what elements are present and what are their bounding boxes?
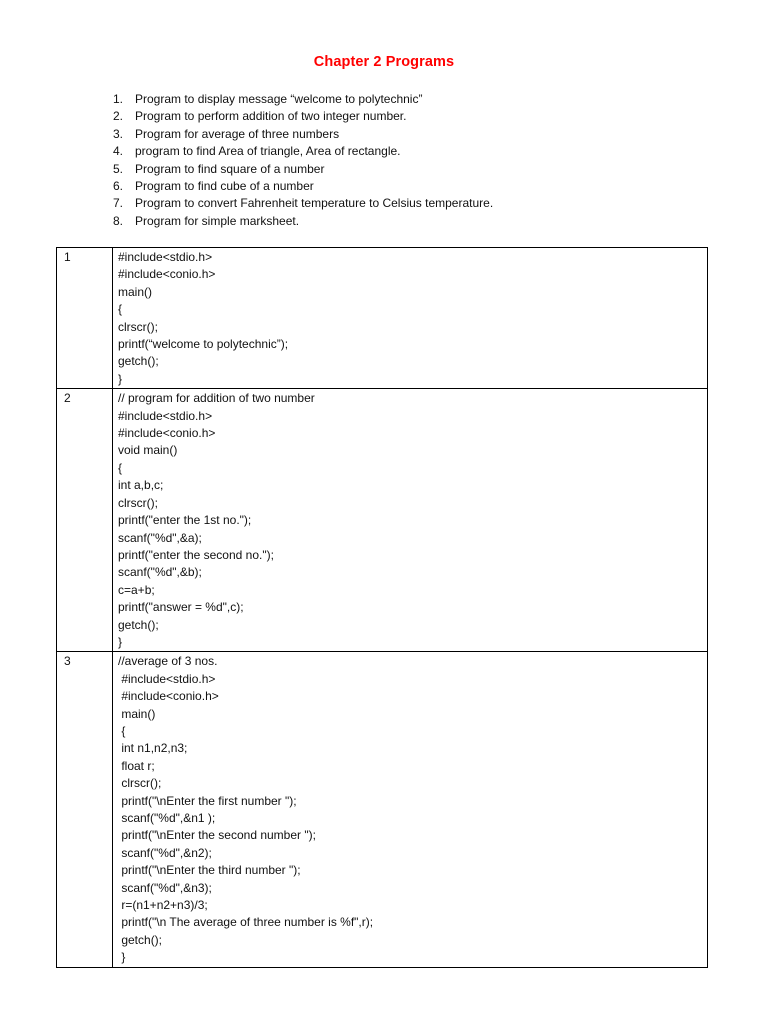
program-list-text: Program for average of three numbers <box>135 126 340 141</box>
code-line: printf("\nEnter the first number "); <box>118 793 297 808</box>
code-line: } <box>118 950 126 965</box>
program-number: 1 <box>57 248 113 389</box>
code-line: } <box>118 371 123 386</box>
program-list-text: Program to perform addition of two integer number. <box>135 109 407 124</box>
program-list-number: 8. <box>113 213 124 228</box>
code-line: getch(); <box>118 354 159 369</box>
code-line: int a,b,c; <box>118 478 164 493</box>
program-row <box>57 248 708 389</box>
program-list-item <box>113 91 493 108</box>
code-line: #include<conio.h> <box>118 267 216 282</box>
program-list-number: 1. <box>113 92 124 106</box>
code-line: #include<stdio.h> <box>118 671 216 686</box>
program-list-number: 4. <box>113 144 124 159</box>
code-line: r=(n1+n2+n3)/3; <box>118 898 208 913</box>
program-list-text: Program to find square of a number <box>135 161 325 176</box>
code-line: getch(); <box>118 617 159 632</box>
program-row <box>57 652 708 967</box>
code-line: { <box>118 460 123 475</box>
program-list-text: Program to convert Fahrenheit temperature to Celsius temperature. <box>135 196 494 211</box>
program-list-number: 6. <box>113 179 124 194</box>
program-list-number: 5. <box>113 161 124 176</box>
program-number: 2 <box>57 389 113 652</box>
code-line: float r; <box>118 758 155 773</box>
code-line: { <box>118 302 123 317</box>
code-line: printf("answer = %d",c); <box>118 600 244 615</box>
code-line: scanf("%d",&b); <box>118 565 202 580</box>
program-list-number: 7. <box>113 196 124 211</box>
code-line: main() <box>118 706 156 721</box>
code-line: #include<conio.h> <box>118 689 219 704</box>
program-row <box>57 389 708 652</box>
program-code <box>113 652 708 967</box>
code-line: c=a+b; <box>118 582 155 597</box>
code-line: printf("enter the 1st no."); <box>118 513 252 528</box>
code-line: { <box>118 723 126 738</box>
code-line: main() <box>118 284 153 299</box>
code-line: getch(); <box>118 932 163 947</box>
code-line: clrscr(); <box>118 319 158 334</box>
code-line: printf("\n The average of three number is %f",r); <box>118 915 374 930</box>
code-line: scanf("%d",&n3); <box>118 880 212 895</box>
program-list-item <box>113 161 493 178</box>
program-list-item <box>113 126 493 143</box>
code-line: } <box>118 634 123 649</box>
program-list-text: program to find Area of triangle, Area of rectangle. <box>135 144 401 159</box>
program-list-number: 2. <box>113 109 124 124</box>
program-code <box>113 248 708 389</box>
code-line: //average of 3 nos. <box>118 654 218 669</box>
program-list-item <box>113 178 493 195</box>
code-line: printf("enter the second no."); <box>118 547 274 562</box>
code-line: printf("\nEnter the third number "); <box>118 863 301 878</box>
program-list-item <box>113 195 493 212</box>
code-line: scanf("%d",&n1 ); <box>118 811 216 825</box>
code-line: // program for addition of two number <box>118 391 315 406</box>
code-line: printf(“welcome to polytechnic”); <box>118 337 289 352</box>
program-list-number: 3. <box>113 126 124 141</box>
code-line: clrscr(); <box>118 776 162 791</box>
code-line: scanf("%d",&a); <box>118 530 202 545</box>
program-number: 3 <box>57 652 113 967</box>
code-line: int n1,n2,n3; <box>118 741 188 756</box>
program-table <box>56 247 708 968</box>
program-code <box>113 389 708 652</box>
code-line: #include<stdio.h> <box>118 250 213 264</box>
code-line: #include<stdio.h> <box>118 408 213 423</box>
page-title: Chapter 2 Programs <box>313 54 455 70</box>
program-list-text: Program for simple marksheet. <box>135 213 300 228</box>
program-list-item <box>113 108 493 125</box>
code-line: clrscr(); <box>118 495 158 510</box>
program-list-text: Program to find cube of a number <box>135 179 314 194</box>
code-line: scanf("%d",&n2); <box>118 845 212 860</box>
program-list-item <box>113 213 493 230</box>
program-list-item <box>113 143 493 160</box>
code-line: #include<conio.h> <box>118 426 216 441</box>
program-list <box>113 91 493 230</box>
program-list-text: Program to display message “welcome to polytechnic” <box>135 92 423 106</box>
code-line: void main() <box>118 443 178 458</box>
code-line: printf("\nEnter the second number "); <box>118 828 316 843</box>
